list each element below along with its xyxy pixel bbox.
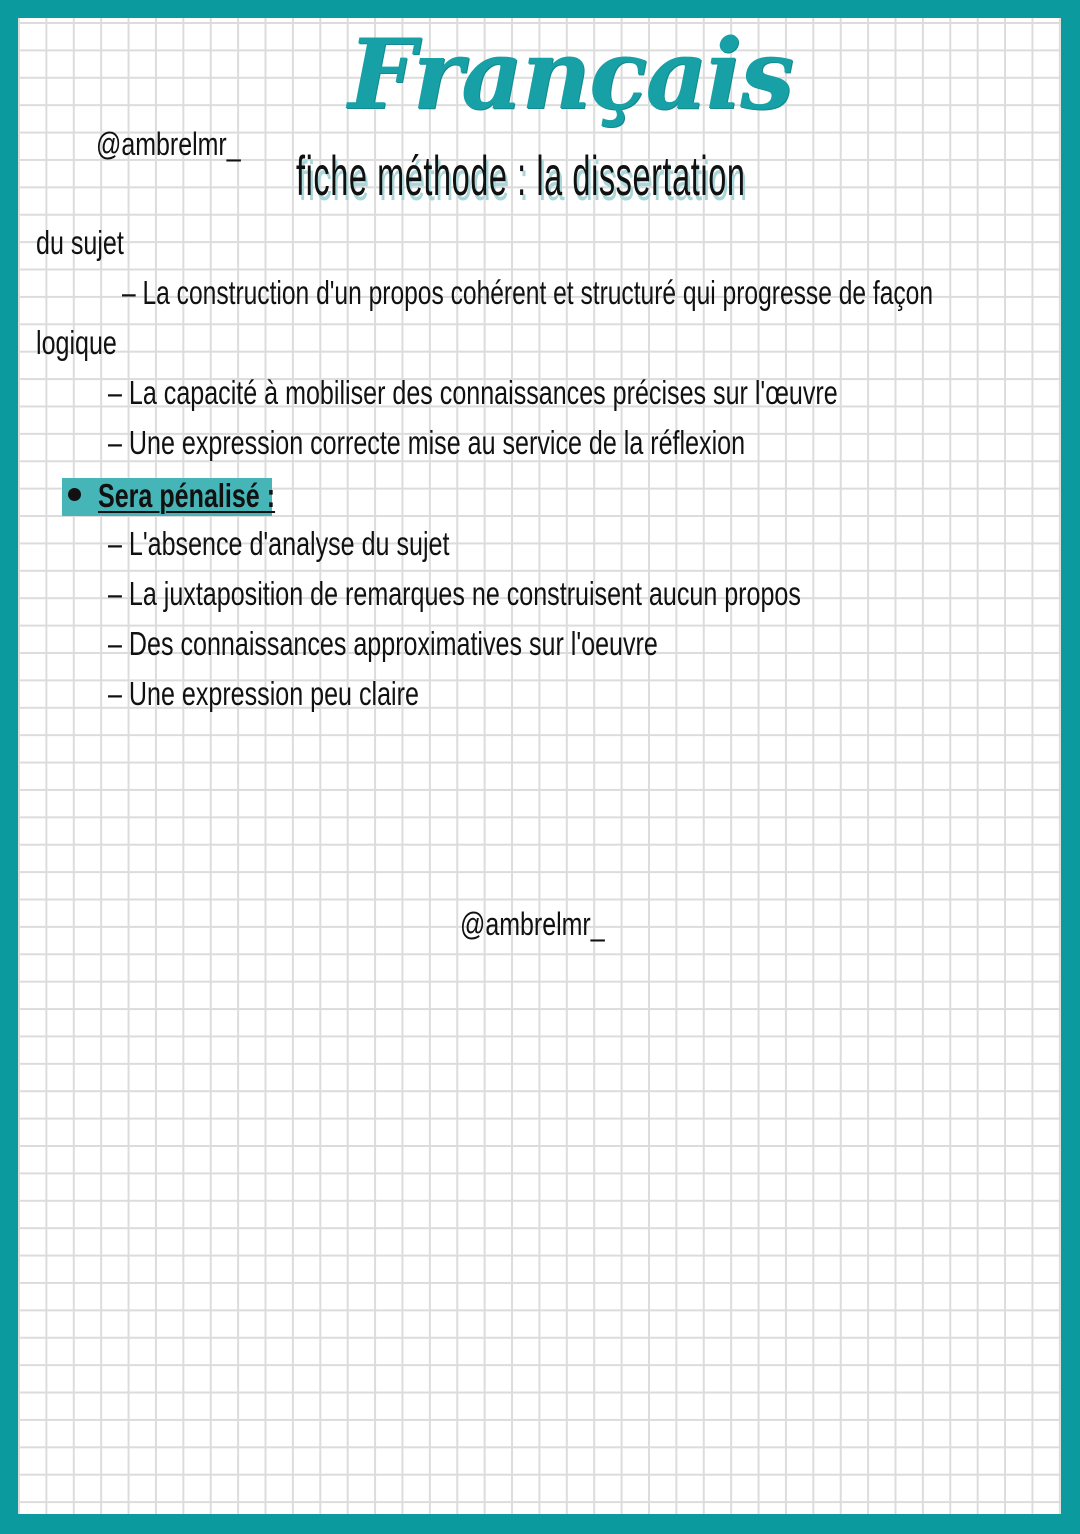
penalized-heading: Sera pénalisé : xyxy=(98,477,276,514)
author-handle-footer: @ambrelmr_ xyxy=(460,906,605,942)
penalized-item: – L'absence d'analyse du sujet xyxy=(108,525,450,562)
continuation-text: du sujet xyxy=(36,224,124,261)
bullet-icon xyxy=(68,488,81,501)
page-subtitle: fiche méthode : la dissertation xyxy=(296,144,746,207)
valued-item: – Une expression correcte mise au service de la réflexion xyxy=(108,424,746,461)
grid-paper-sheet xyxy=(18,18,1061,1514)
valued-item: – La capacité à mobiliser des connaissances précises sur l'œuvre xyxy=(108,374,838,411)
valued-item: – La construction d'un propos cohérent et structuré qui progresse de façon xyxy=(122,274,934,311)
author-handle-top: @ambrelmr_ xyxy=(96,126,241,162)
penalized-item: – Une expression peu claire xyxy=(108,675,419,712)
subject-title: Français xyxy=(348,18,793,131)
penalized-item: – Des connaissances approximatives sur l'oeuvre xyxy=(108,625,658,662)
valued-item-continuation: logique xyxy=(36,324,117,361)
penalized-item: – La juxtaposition de remarques ne construisent aucun propos xyxy=(108,575,801,612)
